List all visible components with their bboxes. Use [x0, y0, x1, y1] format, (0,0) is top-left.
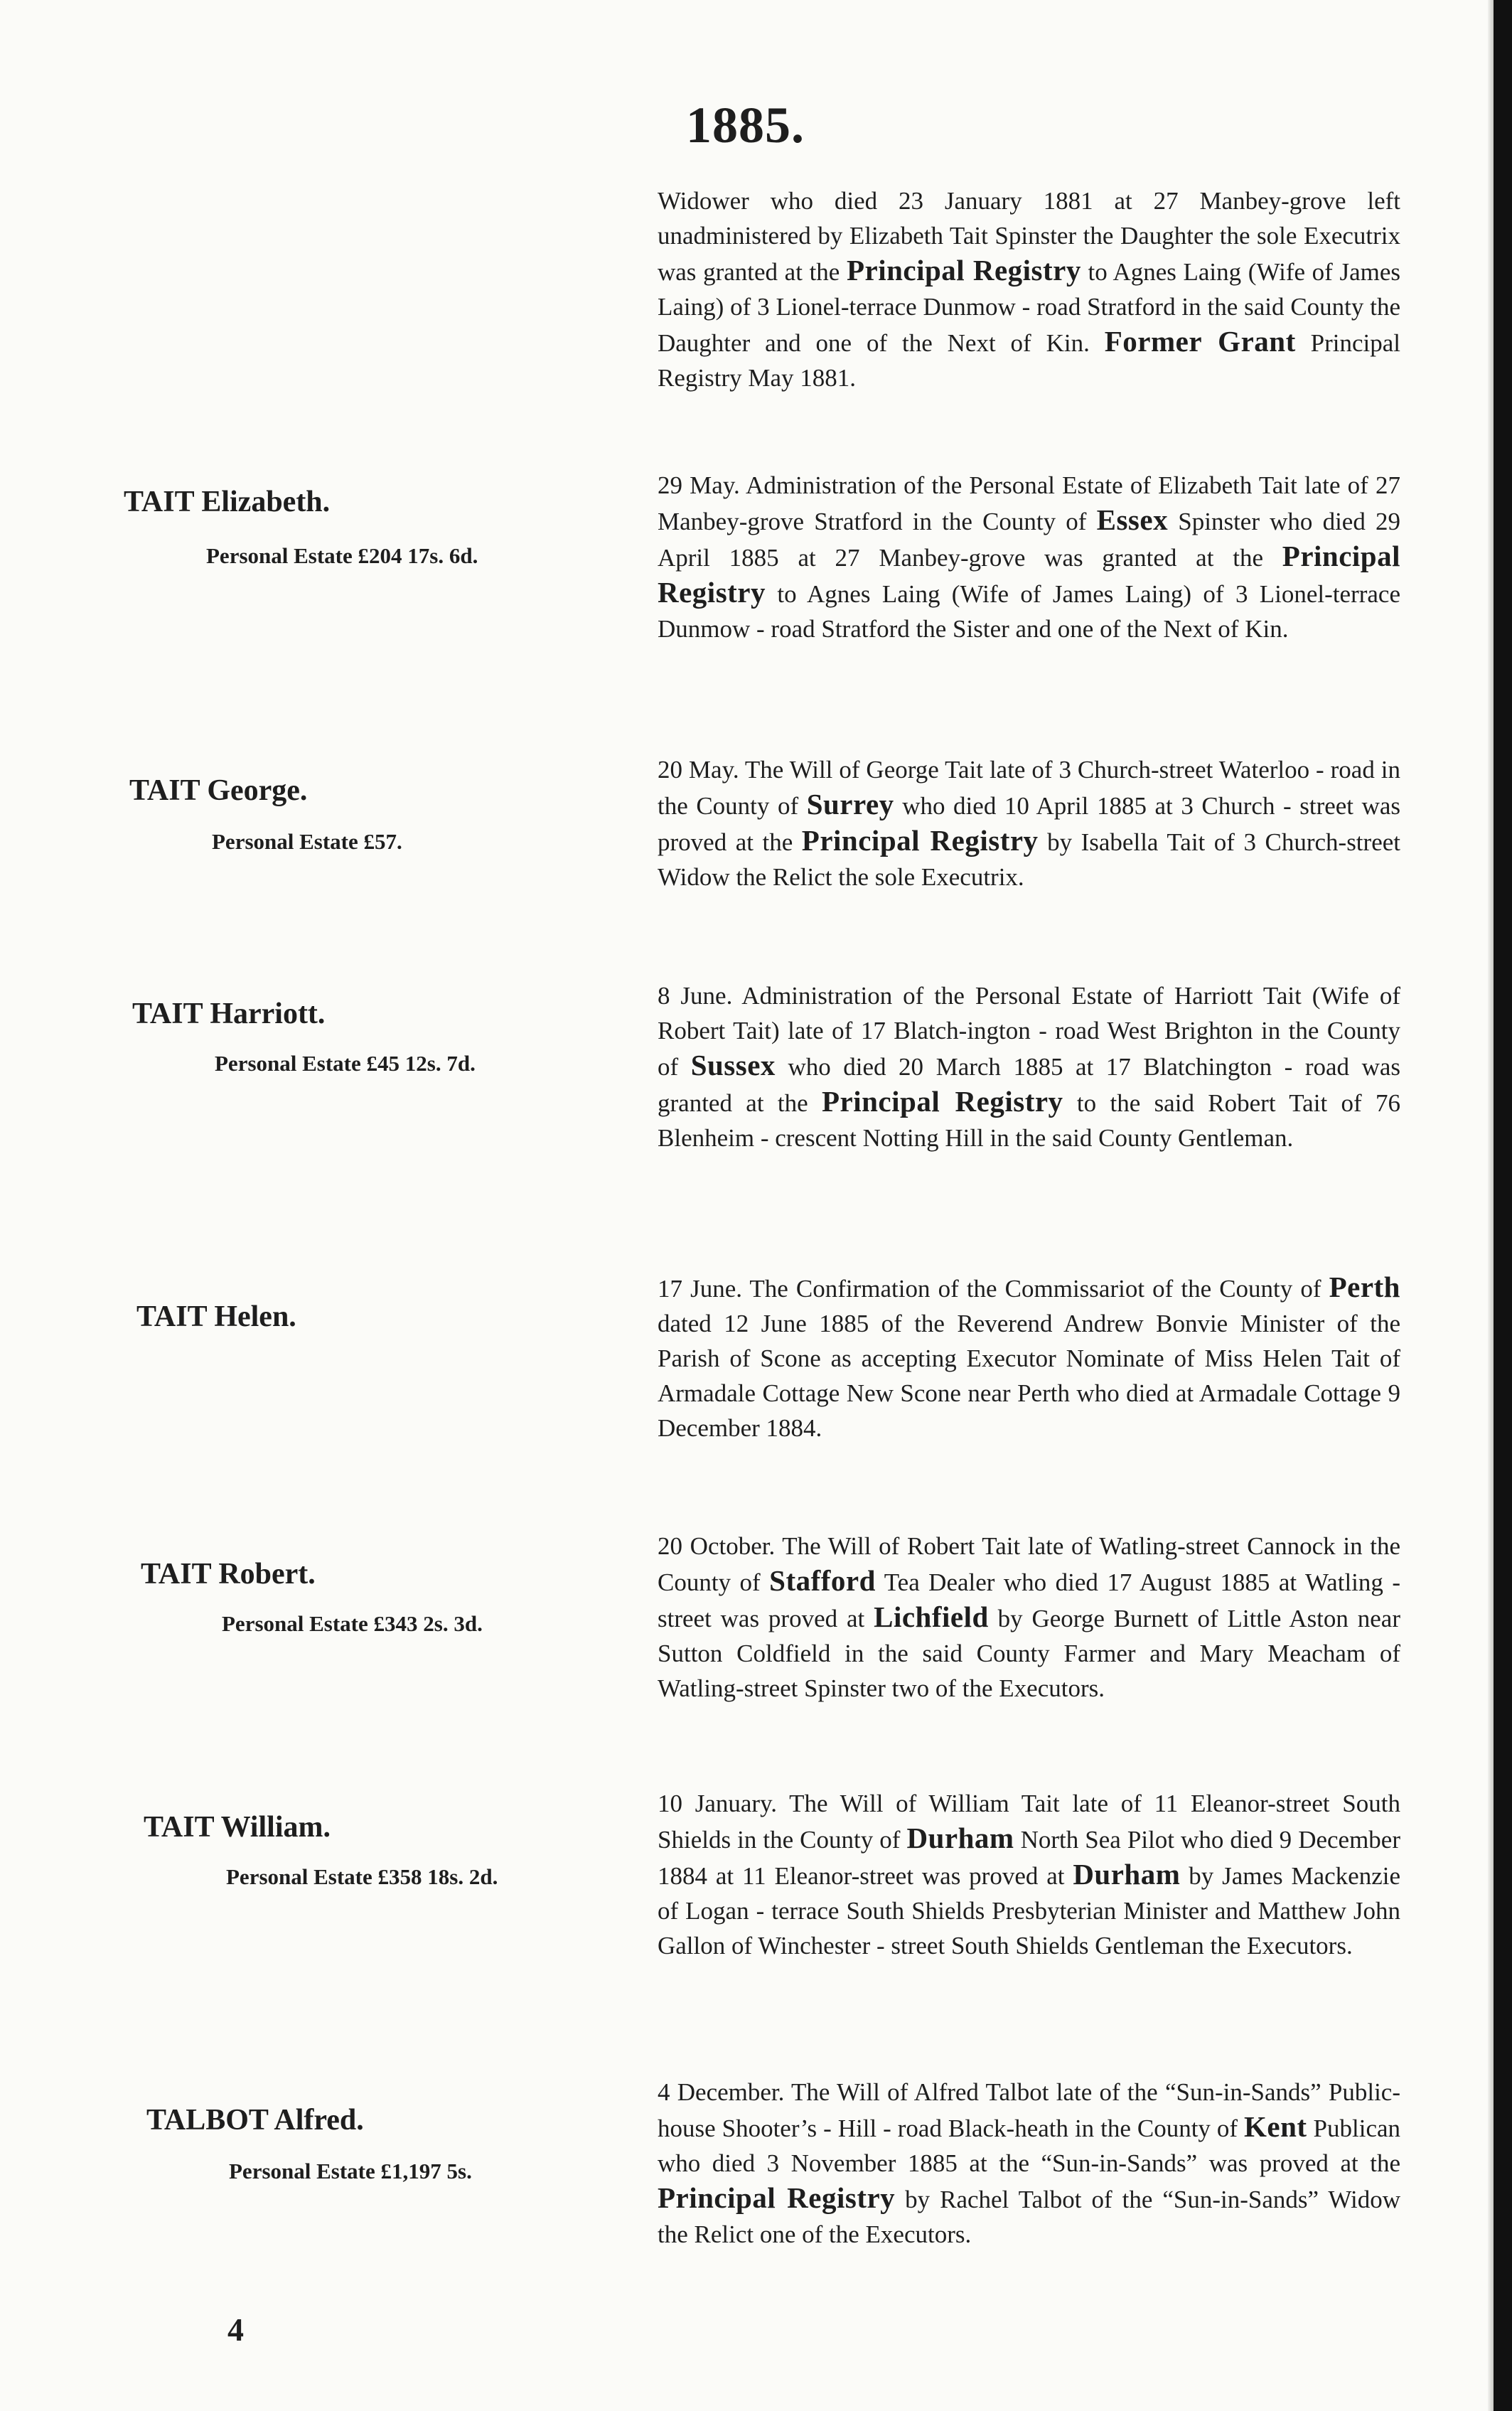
registry-place-name: Principal Registry [846, 254, 1081, 287]
entry-name: TALBOT Alfred. [146, 2104, 364, 2137]
registry-place-name: Former Grant [1104, 325, 1296, 358]
entry-text [658, 2075, 1400, 2252]
registry-place-name: Durham [906, 1822, 1014, 1854]
entry-text-segment: Principal Registry May 1881. [658, 329, 1400, 392]
entry-estate: Personal Estate £358 18s. 2d. [226, 1864, 498, 1889]
registry-place-name: Lichfield [874, 1600, 989, 1633]
entry-estate: Personal Estate £204 17s. 6d. [206, 543, 478, 568]
entry-text [658, 1786, 1400, 1963]
entry-text-segment: who died 20 March 1885 at 17 Blatchington - road was granted at the [658, 1053, 1401, 1117]
entry-text-segment: who died 10 April 1885 at 3 Church - street was proved at the [658, 792, 1401, 856]
carryover-entry-text [658, 183, 1400, 395]
entry-text-segment: Widower who died 23 January 1881 at 27 Manbey-grove left unadministered by Elizabeth Tait Spinster the Daughter the sole Executrix was granted at the [658, 187, 1400, 286]
page-edge-shadow [1488, 0, 1494, 2411]
entry-text-segment: 10 January. The Will of William Tait late of 11 Eleanor-street South Shields in the County of [658, 1790, 1400, 1854]
entry-text-segment: Spinster who died 29 April 1885 at 27 Manbey-grove was granted at the [658, 508, 1400, 572]
entry-text-segment: by Isabella Tait of 3 Church-street Widow the Relict the sole Executrix. [658, 828, 1400, 891]
entry-text [658, 978, 1400, 1155]
registry-place-name: Sussex [690, 1049, 776, 1081]
entry-estate: Personal Estate £45 12s. 7d. [215, 1051, 476, 1076]
registry-place-name: Kent [1244, 2110, 1307, 2143]
entry-text-segment: to Agnes Laing (Wife of James Laing) of 3 Lionel-terrace Dunmow - road Stratford the Sister and one of the Next of Kin. [658, 580, 1400, 643]
entry-text [658, 752, 1400, 894]
registry-place-name: Durham [1073, 1858, 1181, 1891]
entry-text-segment: 8 June. Administration of the Personal Estate of Harriott Tait (Wife of Robert Tait) late of 17 Blatch-ington - road West Brighton in the County of [658, 982, 1400, 1081]
entry-name: TAIT Elizabeth. [124, 486, 331, 518]
entry-text-segment: by Rachel Talbot of the “Sun-in-Sands” Widow the Relict one of the Executors. [658, 2186, 1400, 2248]
entry-text [658, 468, 1400, 646]
entry-name: TAIT Harriott. [132, 998, 326, 1030]
registry-place-name: Principal Registry [822, 1085, 1063, 1118]
entry-text-segment: 4 December. The Will of Alfred Talbot late of the “Sun-in-Sands” Public-house Shooter’s - Hill - road Black-heath in the County of [658, 2078, 1400, 2142]
entry-estate: Personal Estate £57. [212, 829, 402, 854]
entry-text [658, 1270, 1400, 1445]
entry-name: TAIT Helen. [136, 1300, 296, 1333]
entry-name: TAIT William. [144, 1811, 331, 1844]
entry-text-segment: 29 May. Administration of the Personal Estate of Elizabeth Tait late of 27 Manbey-grove Stratford in the County of [658, 471, 1400, 535]
entry-name: TAIT George. [129, 774, 308, 807]
registry-place-name: Principal Registry [658, 2181, 896, 2214]
entry-text-segment: 17 June. The Confirmation of the Commissariot of the County of [658, 1275, 1329, 1303]
entry-text-segment: 20 October. The Will of Robert Tait late of Watling-street Cannock in the County of [658, 1532, 1400, 1596]
page-year: 1885. [686, 97, 805, 154]
entry-text-segment: to the said Robert Tait of 76 Blenheim - crescent Notting Hill in the said County Gentleman. [658, 1089, 1401, 1152]
entry-text-segment: by George Burnett of Little Aston near Sutton Coldfield in the said County Farmer and Mary Meacham of Watling-street Spinster two of the Executors. [658, 1605, 1400, 1702]
entry-text-segment: to Agnes Laing (Wife of James Laing) of 3 Lionel-terrace Dunmow - road Stratford in the said County the Daughter and one of the Next of Kin. [658, 258, 1400, 357]
scan-border [1494, 0, 1512, 2411]
registry-place-name: Perth [1329, 1271, 1400, 1303]
registry-place-name: Principal Registry [801, 824, 1039, 857]
registry-place-name: Stafford [769, 1564, 876, 1597]
entry-text [658, 1529, 1400, 1706]
entry-text-segment: 20 May. The Will of George Tait late of 3 Church-street Waterloo - road in the County of [658, 756, 1400, 820]
entry-text-segment: dated 12 June 1885 of the Reverend Andrew Bonvie Minister of the Parish of Scone as accepting Executor Nominate of Miss Helen Tait of Armadale Cottage New Scone near Perth who died at Armadale Cottage 9 December 1884. [658, 1310, 1400, 1442]
entry-estate: Personal Estate £1,197 5s. [229, 2159, 472, 2183]
registry-place-name: Surrey [806, 788, 894, 820]
entry-text-segment: North Sea Pilot who died 9 December 1884 at 11 Eleanor-street was proved at [658, 1826, 1401, 1890]
registry-place-name: Essex [1096, 503, 1169, 536]
registry-place-name: Principal Registry [658, 540, 1400, 609]
entry-text-segment: Publican who died 3 November 1885 at the “Sun-in-Sands” was proved at the [658, 2115, 1401, 2177]
page-number: 4 [227, 2311, 244, 2348]
entry-estate: Personal Estate £343 2s. 3d. [222, 1611, 483, 1636]
entry-text-segment: by James Mackenzie of Logan - terrace South Shields Presbyterian Minister and Matthew John Gallon of Winchester - street South Shields Gentleman the Executors. [658, 1862, 1400, 1960]
entry-text-segment: Tea Dealer who died 17 August 1885 at Watling - street was proved at [658, 1568, 1401, 1632]
entry-name: TAIT Robert. [141, 1558, 316, 1591]
